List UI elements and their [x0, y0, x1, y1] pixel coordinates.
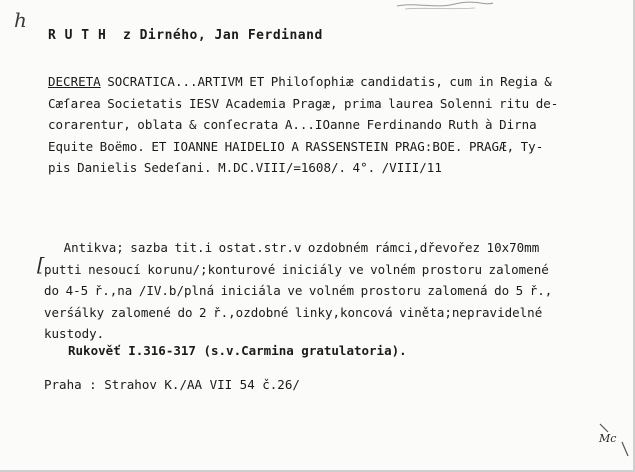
- title-line-2: [48, 93, 603, 115]
- title-line-5: [48, 157, 603, 179]
- title-line-text: Cæſarea Societatis IESV Academia Pragæ, prima laurea Solenni ritu de-: [48, 95, 559, 111]
- top-scribble-decoration: [395, 0, 495, 12]
- title-lead-word: DECRETA: [48, 74, 101, 89]
- title-line-4: [48, 136, 603, 158]
- description-line: Antikva; sazba tit.i ostat.str.v ozdobném rámci,dřevořez 10x70mm: [44, 240, 540, 255]
- title-line-text: pis Danielis Sedeſani. M.DC.VIII/=1608/. 4°. /VIII/11: [48, 160, 442, 175]
- bibliographic-reference: Rukověť I.316-317 (s.v.Carmina gratulatoria).: [68, 343, 407, 358]
- description-line: verśálky zalomené do 2 ř.,ozdobné linky,koncová viněta;nepravidelné: [44, 304, 543, 320]
- cataloger-initials: Mc: [599, 432, 617, 445]
- title-line-text: Equite Boëmo. ET IOANNE HAIDELIO A RASSENSTEIN PRAG:BOE. PRAGÆ, Ty-: [48, 138, 544, 154]
- holding-location: Praha : Strahov K./AA VII 54 č.26/: [44, 377, 300, 392]
- handwritten-bracket: [: [37, 254, 45, 276]
- description-line: kustody.: [44, 326, 105, 341]
- handwritten-corner-mark: h: [14, 8, 27, 32]
- title-transcription: [48, 71, 603, 179]
- title-line-text: SOCRATICA...ARTIVM ET Philoſophiæ candidatis, cum in Regia &: [100, 74, 552, 89]
- title-line-3: [48, 114, 603, 136]
- description-line: do 4-5 ř.,na /IV.b/plná iniciála ve volném prostoru zalomená do 5 ř.,: [44, 283, 553, 298]
- author-heading: R U T H z Dirného, Jan Ferdinand: [48, 28, 323, 43]
- physical-description: [44, 237, 604, 345]
- description-line: putti nesoucí korunu/;konturové iniciály ve volném prostoru zalomené: [44, 261, 549, 277]
- title-line-1: [48, 71, 603, 93]
- title-line-text: corarentur, oblata & conſecrata A...IOanne Ferdinando Ruth à Dirna: [48, 117, 537, 132]
